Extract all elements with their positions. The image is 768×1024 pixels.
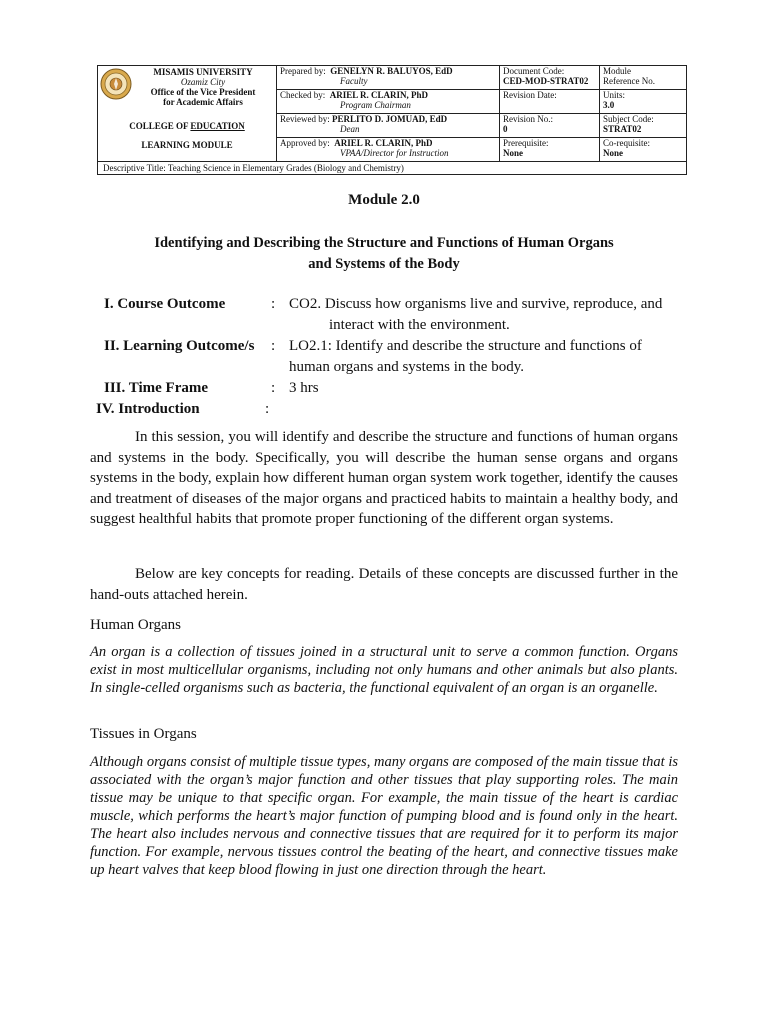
introduction-label: IV. Introduction <box>96 401 200 417</box>
tissues-heading: Tissues in Organs <box>90 726 197 742</box>
time-frame-row: III. Time Frame : 3 hrs <box>90 378 680 399</box>
time-frame-text: 3 hrs <box>289 380 319 396</box>
corequisite-cell: Co-requisite: None <box>600 138 687 162</box>
reviewed-by-cell: Reviewed by: PERLITO D. JOMUAD, EdD Dean <box>277 114 500 138</box>
module-title: Identifying and Describing the Structure and Functions of Human Organs and Systems of the Body <box>154 235 614 272</box>
outcomes-section <box>90 294 680 420</box>
university-name: MISAMIS UNIVERSITY <box>153 67 253 77</box>
intro-paragraph: In this session, you will identify and describe the structure and functions of human organs and systems in the body. Specifically, you will describe the human sense organs and organs systems in the body, explain how different human organ system work together, identify the causes and treatment of diseases of the major organs and practiced habits to maintain a healthy body, and suggest healthful habits that promote proper functioning of the different organ systems. <box>90 429 678 527</box>
office-line-1: Office of the Vice President <box>150 87 256 97</box>
course-outcome-label: I. Course Outcome <box>104 296 226 312</box>
office-line-2: for Academic Affairs <box>163 97 243 107</box>
human-organs-heading: Human Organs <box>90 617 181 633</box>
module-number: Module 2.0 <box>348 192 420 208</box>
module-type: LEARNING MODULE <box>141 140 233 150</box>
prerequisite-cell: Prerequisite: None <box>500 138 600 162</box>
college-name: COLLEGE OF EDUCATION <box>129 121 245 131</box>
course-outcome-text: CO2. Discuss how organisms live and survive, reproduce, and <box>289 296 663 312</box>
units-cell: Units: 3.0 <box>600 90 687 114</box>
learning-outcome-row: II. Learning Outcome/s : LO2.1: Identify and describe the structure and functions of human organs and systems in the body. <box>90 336 680 378</box>
university-seal-icon <box>100 68 132 100</box>
introduction-row: IV. Introduction : <box>90 399 680 420</box>
revision-number-cell: Revision No.: 0 <box>500 114 600 138</box>
time-frame-label: III. Time Frame <box>104 380 209 396</box>
institution-block <box>98 66 277 162</box>
module-reference-cell: Module Reference No. <box>600 66 687 90</box>
tissues-text: Although organs consist of multiple tissue types, many organs are composed of the main tissue that is associated with the organ’s major function and other tissues that play supporting roles. The main tissue may be unique to that specific organ. For example, the main tissue of the heart is cardiac muscle, which performs the heart’s major function of pumping blood and is found only in the heart. The heart also includes nervous and connective tissues that are required for it to perform its major function. For example, nervous tissues control the beating of the heart, and connective tissues make up heart valves that keep blood flowing in just one direction through the heart. <box>90 754 678 878</box>
revision-date-cell: Revision Date: <box>500 90 600 114</box>
key-concepts-paragraph: Below are key concepts for reading. Details of these concepts are discussed further in the hand-outs attached herein. <box>90 566 678 603</box>
university-city: Ozamiz City <box>180 77 226 87</box>
course-outcome-row: I. Course Outcome : CO2. Discuss how organisms live and survive, reproduce, and interact with the environment. <box>90 294 680 336</box>
learning-outcome-label: II. Learning Outcome/s <box>104 338 255 354</box>
human-organs-text: An organ is a collection of tissues joined in a structural unit to serve a common function. Organs exist in most multicellular organisms, including not only humans and other animals but also plants. In single-celled organisms such as bacteria, the functional equivalent of an organ is an organelle. <box>90 644 678 696</box>
descriptive-title: Descriptive Title: Teaching Science in Elementary Grades (Biology and Chemistry) <box>98 162 687 175</box>
prepared-by-cell: Prepared by: GENELYN R. BALUYOS, EdD Faculty <box>277 66 500 90</box>
document-header-table <box>97 65 687 175</box>
learning-outcome-text: LO2.1: Identify and describe the structure and functions of <box>289 338 642 354</box>
approved-by-cell: Approved by: ARIEL R. CLARIN, PhD VPAA/Director for Instruction <box>277 138 500 162</box>
checked-by-cell: Checked by: ARIEL R. CLARIN, PhD Program Chairman <box>277 90 500 114</box>
subject-code-cell: Subject Code: STRAT02 <box>600 114 687 138</box>
document-code-cell: Document Code: CED-MOD-STRAT02 <box>500 66 600 90</box>
